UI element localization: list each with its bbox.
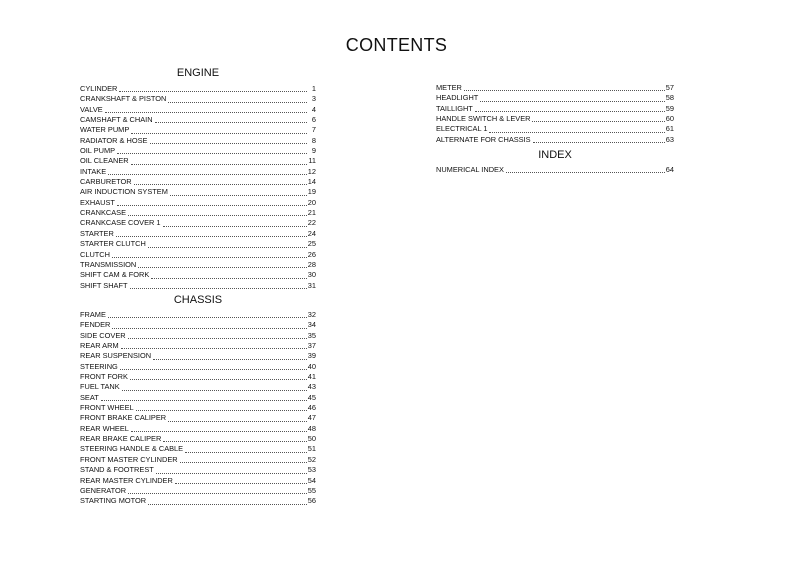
chassis-section [80,293,316,507]
toc-entry-page-number: 43 [307,382,316,392]
toc-entry-label: FRONT BRAKE CALIPER [80,413,167,423]
toc-entry-page-number: 60 [665,114,674,124]
toc-entry[interactable] [436,135,674,145]
dot-leader [532,121,664,122]
toc-entry-page-number: 31 [307,280,316,290]
toc-entry-label: FENDER [80,320,111,330]
dot-leader [153,359,307,360]
toc-entry-label: REAR MASTER CYLINDER [80,475,173,485]
toc-entry-label: CRANKCASE COVER 1 [80,218,161,228]
dot-leader [475,111,665,112]
toc-entry-label: STARTING MOTOR [80,496,147,506]
dot-leader [138,267,307,268]
toc-entry[interactable] [80,84,316,94]
dot-leader [131,164,307,165]
toc-entry-label: RADIATOR & HOSE [80,135,148,145]
toc-entry-page-number: 41 [307,372,316,382]
toc-entry-page-number: 32 [307,310,316,319]
toc-entry-page-number: 61 [665,124,674,134]
dot-leader [168,102,307,103]
toc-entry-label: FRONT FORK [80,372,128,382]
toc-entry[interactable] [80,351,316,361]
toc-entry-page-number: 35 [307,330,316,340]
toc-entry-label: SIDE COVER [80,330,126,340]
dot-leader [175,483,307,484]
toc-entry-label: FRAME [80,310,106,319]
toc-entry-page-number: 12 [307,166,316,176]
dot-leader [506,172,665,173]
toc-entry-page-number: 1 [311,84,316,93]
toc-entry-page-number: 14 [307,177,316,187]
electrical-entry-list [436,83,674,145]
dot-leader [163,226,307,227]
toc-entry[interactable] [80,455,316,465]
toc-entry-page-number: 40 [307,361,316,371]
dot-leader [120,369,307,370]
dot-leader [128,338,307,339]
toc-entry[interactable] [80,310,316,320]
toc-entry-label: CAMSHAFT & CHAIN [80,115,153,125]
dot-leader [117,205,307,206]
toc-entry-label: STARTER [80,228,114,238]
page-title: CONTENTS [345,35,448,55]
toc-entry[interactable] [436,165,674,175]
toc-entry[interactable] [80,270,316,280]
toc-entry[interactable] [80,94,316,104]
dot-leader [112,257,307,258]
engine-section [80,66,316,291]
toc-entry-label: STEERING HANDLE & CABLE [80,444,184,454]
toc-entry[interactable] [80,239,316,249]
toc-entry-label: AIR INDUCTION SYSTEM [80,187,168,197]
toc-entry-label: GENERATOR [80,485,127,495]
dot-leader [156,473,307,474]
toc-entry-label: REAR ARM [80,341,119,351]
toc-entry[interactable] [80,105,316,115]
toc-entry-label: WATER PUMP [80,125,130,135]
toc-entry[interactable] [80,393,316,403]
toc-entry-label: REAR WHEEL [80,423,129,433]
toc-entry-page-number: 47 [307,413,316,423]
toc-entry[interactable] [80,198,316,208]
toc-entry-page-number: 3 [311,94,316,104]
dot-leader [136,410,307,411]
toc-entry[interactable] [80,218,316,228]
toc-entry-page-number: 50 [307,434,316,444]
toc-entry-label: VALVE [80,104,103,114]
dot-leader [155,122,307,123]
dot-leader [130,288,307,289]
toc-entry[interactable] [80,156,316,166]
toc-entry[interactable] [80,382,316,392]
toc-entry[interactable] [80,413,316,423]
toc-entry-page-number: 30 [307,270,316,280]
toc-entry[interactable] [80,146,316,156]
dot-leader [134,184,307,185]
toc-entry-label: HANDLE SWITCH & LEVER [436,114,531,124]
toc-entry[interactable] [80,136,316,146]
toc-entry-page-number: 48 [307,423,316,433]
toc-entry-page-number: 4 [311,104,316,114]
dot-leader [128,215,307,216]
index-entry-list [436,165,674,175]
dot-leader [105,112,307,113]
toc-entry[interactable] [436,93,674,103]
dot-leader [131,431,307,432]
dot-leader [117,153,307,154]
toc-entry-label: FUEL TANK [80,382,120,392]
toc-entry-page-number: 51 [307,444,316,454]
dot-leader [480,101,664,102]
dot-leader [112,328,306,329]
toc-entry[interactable] [80,465,316,475]
toc-entry[interactable] [436,104,674,114]
toc-entry-label: CARBURETOR [80,177,132,187]
toc-entry-page-number: 20 [307,197,316,207]
toc-entry-label: CYLINDER [80,84,118,93]
toc-entry-page-number: 54 [307,475,316,485]
toc-entry[interactable] [436,124,674,134]
section-heading-chassis: CHASSIS [173,294,223,306]
dot-leader [128,493,307,494]
toc-entry-page-number: 64 [665,165,674,174]
toc-entry-label: SEAT [80,392,99,402]
toc-entry[interactable] [80,167,316,177]
toc-entry-label: METER [436,83,462,92]
toc-entry[interactable] [80,177,316,187]
toc-entry-page-number: 22 [307,218,316,228]
dot-leader [150,143,308,144]
dot-leader [101,400,307,401]
toc-entry-label: CRANKCASE [80,208,126,218]
toc-entry-label: TRANSMISSION [80,259,137,269]
toc-entry-page-number: 11 [308,156,316,166]
toc-entry-page-number: 19 [307,187,316,197]
toc-entry-page-number: 53 [307,465,316,475]
dot-leader [131,133,307,134]
section-heading-engine: ENGINE [176,67,220,79]
toc-entry[interactable] [80,434,316,444]
toc-entry[interactable] [80,444,316,454]
toc-entry[interactable] [80,281,316,291]
toc-entry[interactable] [80,403,316,413]
toc-entry[interactable] [80,250,316,260]
toc-entry-page-number: 37 [307,341,316,351]
toc-entry[interactable] [80,424,316,434]
toc-entry[interactable] [80,229,316,239]
dot-leader [108,174,307,175]
toc-entry-label: CLUTCH [80,249,110,259]
dot-leader [119,91,307,92]
toc-entry-label: SHIFT CAM & FORK [80,270,150,280]
toc-entry-page-number: 34 [307,320,316,330]
toc-entry[interactable] [80,187,316,197]
toc-entry-label: ELECTRICAL 1 [436,124,488,134]
toc-entry-label: ALTERNATE FOR CHASSIS [436,134,531,144]
dot-leader [148,247,307,248]
toc-entry-page-number: 24 [307,228,316,238]
toc-entry-page-number: 45 [307,392,316,402]
toc-entry-page-number: 26 [307,249,316,259]
toc-entry[interactable] [80,331,316,341]
toc-entry-page-number: 6 [311,115,316,125]
toc-entry-label: EXHAUST [80,197,115,207]
toc-entry-label: FRONT MASTER CYLINDER [80,454,178,464]
toc-entry-page-number: 21 [307,208,316,218]
toc-entry[interactable] [80,486,316,496]
dot-leader [130,379,307,380]
toc-entry-label: NUMERICAL INDEX [436,165,504,174]
toc-entry-page-number: 63 [665,134,674,144]
toc-entry-page-number: 59 [665,103,674,113]
toc-entry-label: OIL PUMP [80,146,116,156]
dot-leader [168,421,307,422]
dot-leader [533,142,665,143]
toc-entry-page-number: 55 [307,485,316,495]
toc-entry-label: STEERING [80,361,118,371]
toc-entry[interactable] [436,83,674,93]
toc-entry-page-number: 46 [307,403,316,413]
toc-entry-label: FRONT WHEEL [80,403,134,413]
dot-leader [108,317,307,318]
dot-leader [489,132,664,133]
toc-entry[interactable] [80,496,316,506]
dot-leader [122,390,307,391]
toc-entry-page-number: 56 [307,496,316,506]
toc-entry[interactable] [436,114,674,124]
toc-entry-label: REAR SUSPENSION [80,351,152,361]
toc-entry-page-number: 28 [307,259,316,269]
toc-entry-label: STAND & FOOTREST [80,465,154,475]
dot-leader [185,452,307,453]
toc-entry[interactable] [80,115,316,125]
chassis-entry-list [80,310,316,507]
dot-leader [180,462,307,463]
engine-entry-list [80,84,316,291]
toc-entry[interactable] [80,476,316,486]
toc-entry-label: TAILLIGHT [436,103,473,113]
toc-entry[interactable] [80,208,316,218]
toc-entry-page-number: 9 [311,146,316,156]
toc-entry[interactable] [80,320,316,330]
toc-entry[interactable] [80,341,316,351]
toc-entry-label: CRANKSHAFT & PISTON [80,94,167,104]
index-section [436,148,674,175]
toc-entry-label: HEADLIGHT [436,93,479,103]
toc-entry-page-number: 7 [311,125,316,135]
toc-entry-label: INTAKE [80,166,107,176]
electrical-section [436,83,674,145]
toc-entry-page-number: 8 [311,135,316,145]
toc-entry-page-number: 57 [665,83,674,92]
dot-leader [148,504,307,505]
toc-entry-page-number: 58 [665,93,674,103]
toc-entry-label: OIL CLEANER [80,156,129,166]
section-heading-index: INDEX [538,149,572,161]
dot-leader [170,195,307,196]
dot-leader [116,236,307,237]
toc-entry-label: STARTER CLUTCH [80,239,146,249]
toc-entry[interactable] [80,372,316,382]
toc-entry-page-number: 52 [307,454,316,464]
toc-entry-label: REAR BRAKE CALIPER [80,434,162,444]
toc-entry[interactable] [80,125,316,135]
toc-entry-label: SHIFT SHAFT [80,280,128,290]
dot-leader [121,348,307,349]
toc-entry-page-number: 25 [307,239,316,249]
toc-entry[interactable] [80,260,316,270]
toc-entry[interactable] [80,362,316,372]
dot-leader [151,278,307,279]
dot-leader [163,441,306,442]
dot-leader [464,90,665,91]
toc-entry-page-number: 39 [307,351,316,361]
